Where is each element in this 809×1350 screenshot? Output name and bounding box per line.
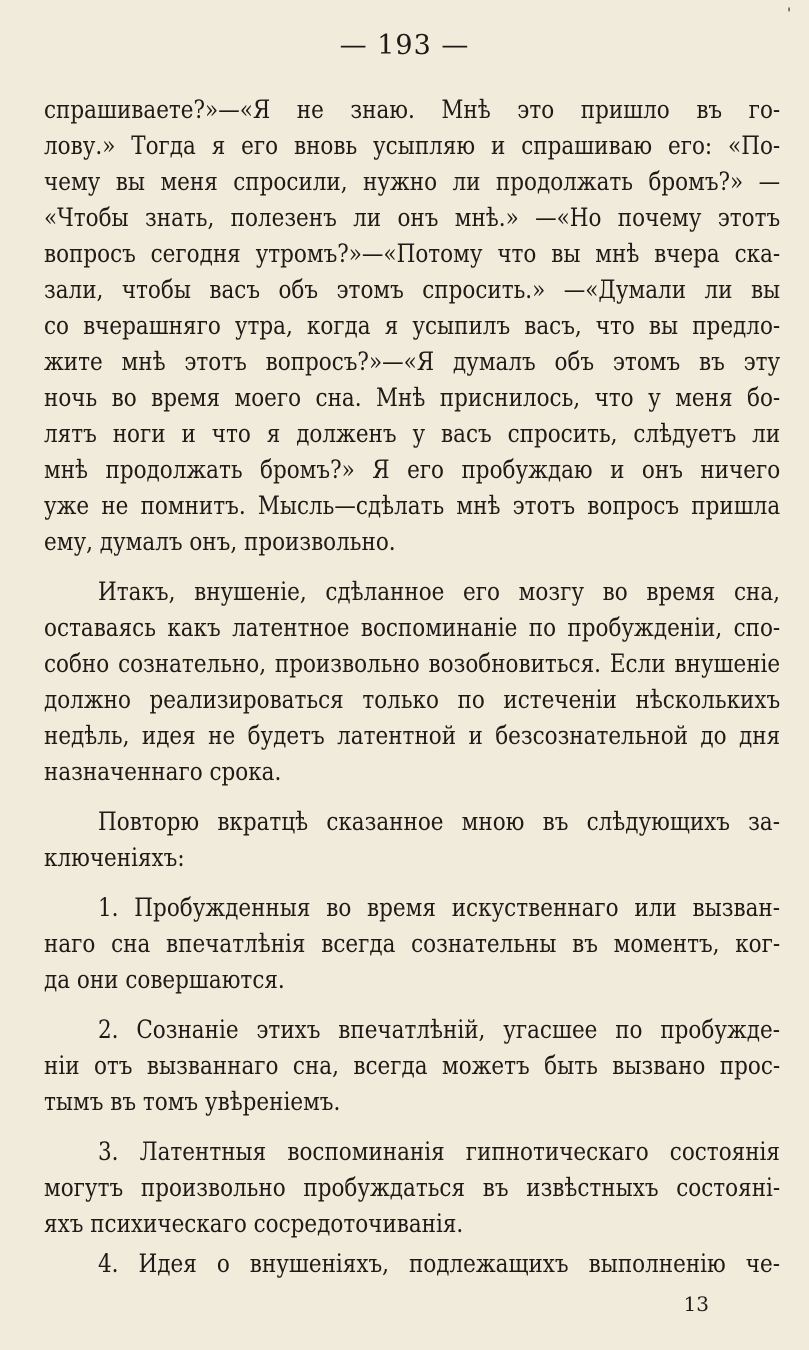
text-line: могутъ произвольно пробуждаться въ извѣстныхъ состоянi- <box>44 1173 781 1202</box>
text-line: 1. Пробужденныя во время искуственнаго или вызван- <box>98 893 780 922</box>
text-line: вопросъ сегодня утромъ?»—«Потому что вы мнѣ вчера ска- <box>44 239 781 268</box>
text-line: должно реализироваться только по истеченіи нѣсколькихъ <box>44 685 781 714</box>
text-line: лову.» Тогда я его вновь усыпляю и спрашиваю его: «По- <box>44 131 781 160</box>
text-line: спрашиваете?»—«Я не знаю. Мнѣ это пришло въ го- <box>44 95 781 124</box>
text-line: 2. Сознаніе этихъ впечатлѣній, угасшее по пробужде- <box>98 1015 780 1044</box>
text-line: 4. Идея о внушеніяхъ, подлежащихъ выполненію че- <box>98 1249 780 1278</box>
text-line: наго сна впечатлѣнія всегда сознательны въ моментъ, ког- <box>44 929 781 958</box>
text-line: со вчерашняго утра, когда я усыпилъ васъ, что вы предло- <box>44 311 781 340</box>
text-line: яхъ психическаго сосредоточиванія. <box>44 1209 464 1238</box>
text-line: чему вы меня спросили, нужно ли продолжать бромъ?» — <box>44 167 781 196</box>
text-line: ключеніяхъ: <box>44 843 185 872</box>
text-line: ніи отъ вызваннаго сна, всегда можетъ быть вызвано прос- <box>44 1051 781 1080</box>
signature-mark: 13 <box>683 1292 709 1316</box>
text-line: уже не помнитъ. Мысль—сдѣлать мнѣ этотъ вопросъ пришла <box>44 491 781 520</box>
text-line: ночь во время моего сна. Мнѣ приснилось, что у меня бо- <box>44 383 781 412</box>
page-number: — 193 — <box>339 30 470 61</box>
text-line: оставаясь какъ латентное воспоминаніе по пробужденіи, спо- <box>44 613 781 642</box>
corner-mark: ' <box>787 6 791 22</box>
text-line: тымъ въ томъ увѣреніемъ. <box>44 1087 341 1116</box>
text-line: «Чтобы знать, полезенъ ли онъ мнѣ.» —«Но почему этотъ <box>44 203 781 232</box>
text-line: собно сознательно, произвольно возобновиться. Если внушеніе <box>44 649 781 678</box>
text-line: лятъ ноги и что я долженъ у васъ спросить, слѣдуетъ ли <box>44 419 781 448</box>
text-line: недѣль, идея не будетъ латентной и безсознательной до дня <box>44 721 781 750</box>
text-line: жите мнѣ этотъ вопросъ?»—«Я думалъ объ этомъ въ эту <box>44 347 781 376</box>
text-line: назначеннаго срока. <box>44 757 282 786</box>
text-line: мнѣ продолжать бромъ?» Я его пробуждаю и онъ ничего <box>44 455 781 484</box>
text-line: ему, думалъ онъ, произвольно. <box>44 527 396 556</box>
text-line: зали, чтобы васъ объ этомъ спросить.» —«Думали ли вы <box>44 275 781 304</box>
text-line: да они совершаются. <box>44 965 285 994</box>
text-line: 3. Латентныя воспоминанія гипнотическаго состоянія <box>98 1137 780 1166</box>
text-line: Итакъ, внушеніе, сдѣланное его мозгу во время сна, <box>98 577 780 606</box>
text-line: Повторю вкратцѣ сказанное мною въ слѣдующихъ за- <box>98 807 780 836</box>
